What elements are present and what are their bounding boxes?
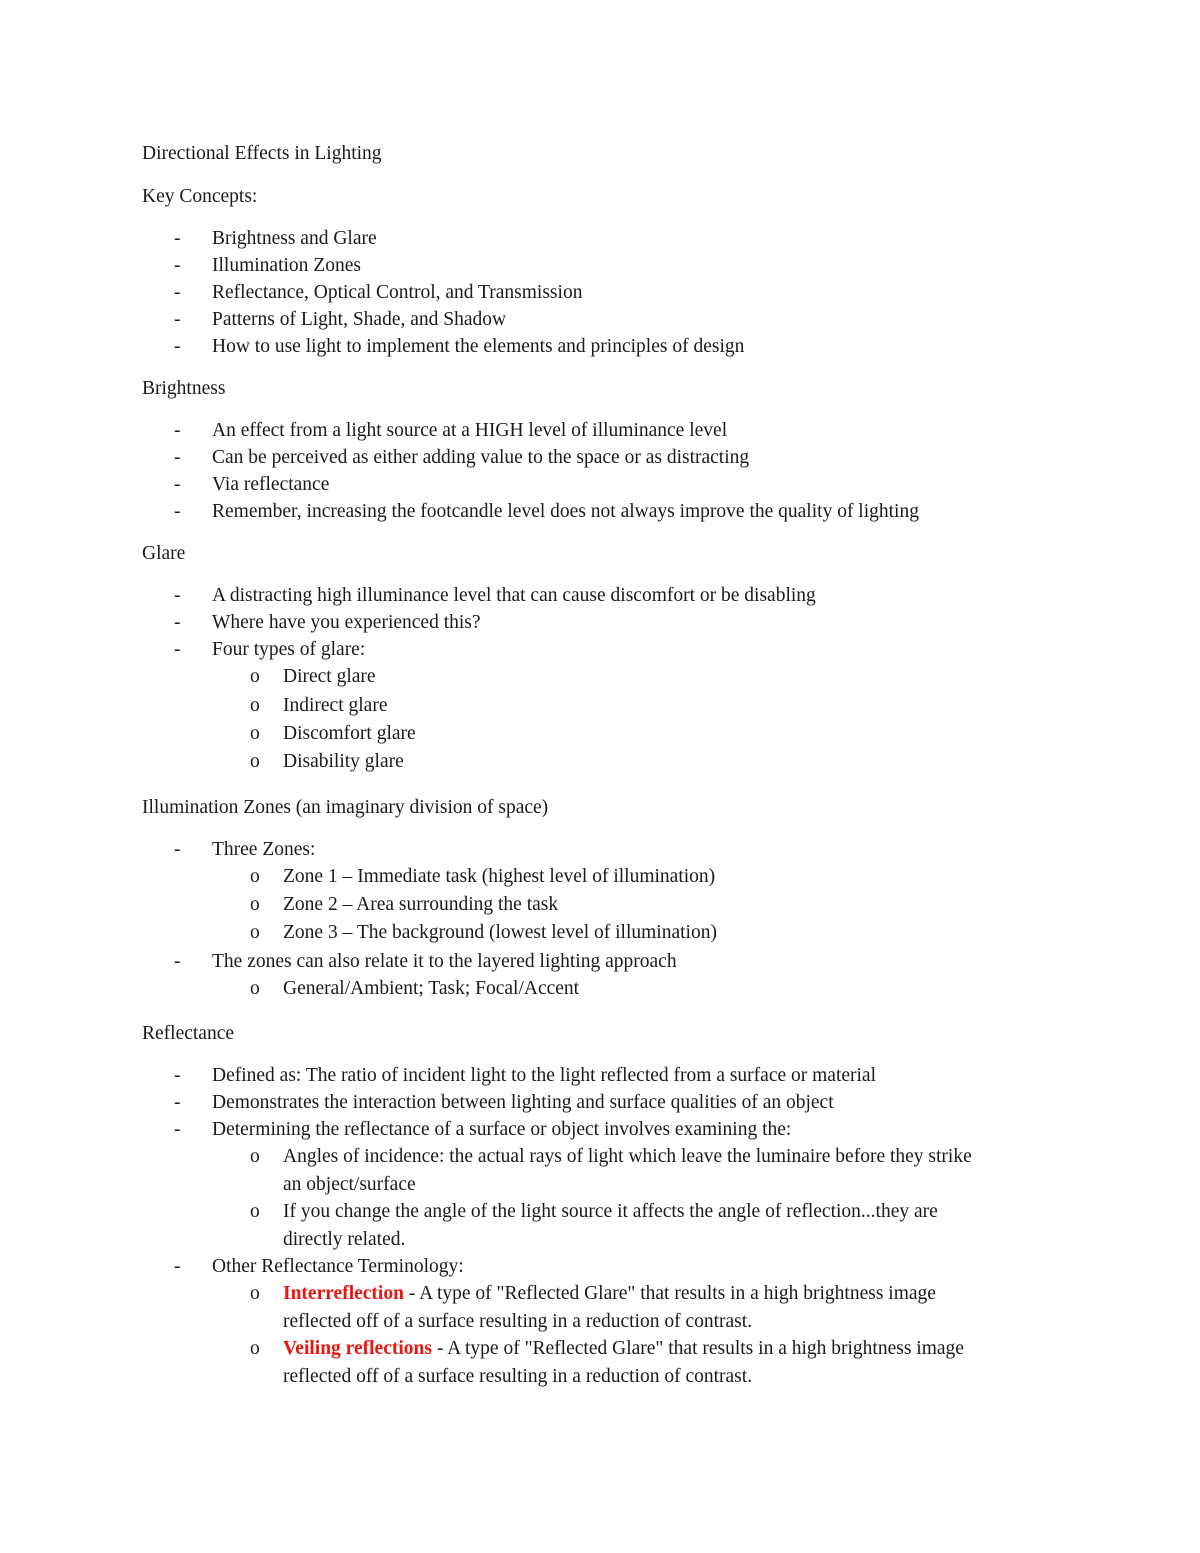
reflectance-heading: Reflectance (142, 1023, 235, 1044)
dash-bullet: - (174, 474, 181, 495)
sub-list-item-continued (0, 1310, 1200, 1336)
sub-list-item-continued (0, 1228, 1200, 1254)
list-item-text: Where have you experienced this? (212, 612, 481, 633)
list-item-text: Via reflectance (212, 474, 330, 495)
sub-list-item-continued (0, 1173, 1200, 1199)
circle-bullet: o (250, 1338, 260, 1359)
sub-list-item-continued (0, 1365, 1200, 1391)
list-item (0, 1118, 1200, 1144)
list-item-text: Four types of glare: (212, 639, 366, 660)
dash-bullet: - (174, 612, 181, 633)
list-item-text: How to use light to implement the elements and principles of design (212, 336, 745, 357)
key-concepts-heading: Key Concepts: (142, 186, 258, 207)
sub-list-item-text (283, 1282, 936, 1306)
dash-bullet: - (174, 282, 181, 303)
sub-list-item (0, 977, 1200, 1003)
brightness-heading: Brightness (142, 378, 226, 399)
list-item (0, 838, 1200, 864)
dash-bullet: - (174, 447, 181, 468)
circle-bullet: o (250, 894, 260, 915)
sub-list-item (0, 750, 1200, 776)
list-item (0, 1255, 1200, 1281)
circle-bullet: o (250, 1146, 260, 1167)
dash-bullet: - (174, 255, 181, 276)
list-item (0, 281, 1200, 307)
veiling-reflections-term: Veiling reflections (283, 1338, 432, 1359)
sub-list-item-text: Indirect glare (283, 695, 388, 716)
sub-list-item-text: Zone 1 – Immediate task (highest level of illumination) (283, 866, 716, 887)
dash-bullet: - (174, 585, 181, 606)
list-item-text: Reflectance, Optical Control, and Transmission (212, 282, 583, 303)
sub-list-item-text (283, 1337, 964, 1361)
dash-bullet: - (174, 309, 181, 330)
zones-heading: Illumination Zones (an imaginary division of space) (142, 797, 549, 818)
list-item-text: An effect from a light source at a HIGH level of illuminance level (212, 420, 728, 441)
sub-list-item (0, 722, 1200, 748)
sub-list-item (0, 665, 1200, 691)
dash-bullet: - (174, 1119, 181, 1140)
circle-bullet: o (250, 922, 260, 943)
list-item (0, 584, 1200, 610)
list-item (0, 254, 1200, 280)
list-item-text: Brightness and Glare (212, 228, 377, 249)
list-item-text: Patterns of Light, Shade, and Shadow (212, 309, 507, 330)
sub-list-item (0, 921, 1200, 947)
circle-bullet: o (250, 978, 260, 999)
list-item (0, 308, 1200, 334)
dash-bullet: - (174, 228, 181, 249)
circle-bullet: o (250, 695, 260, 716)
list-item-text: Can be perceived as either adding value to the space or as distracting (212, 447, 750, 468)
dash-bullet: - (174, 1065, 181, 1086)
list-item (0, 335, 1200, 361)
sub-list-item-text: Angles of incidence: the actual rays of light which leave the luminaire before they strike (283, 1146, 972, 1167)
dash-bullet: - (174, 336, 181, 357)
list-item (0, 638, 1200, 664)
veiling-reflections-definition: - A type of "Reflected Glare" that results in a high brightness image (431, 1338, 964, 1359)
sub-list-item-text: Zone 3 – The background (lowest level of illumination) (283, 922, 717, 943)
dash-bullet: - (174, 1092, 181, 1113)
sub-list-item-text: Direct glare (283, 666, 376, 687)
sub-list-item (0, 1337, 1200, 1363)
glare-heading: Glare (142, 543, 186, 564)
sub-list-item-text: Discomfort glare (283, 723, 416, 744)
list-item (0, 473, 1200, 499)
document-title: Directional Effects in Lighting (142, 143, 382, 164)
list-item (0, 611, 1200, 637)
sub-list-item-text: General/Ambient; Task; Focal/Accent (283, 978, 580, 999)
sub-list-item-text: reflected off of a surface resulting in a reduction of contrast. (283, 1366, 753, 1387)
list-item-text: Determining the reflectance of a surface or object involves examining the: (212, 1119, 792, 1140)
list-item (0, 500, 1200, 526)
list-item-text: Remember, increasing the footcandle level does not always improve the quality of lighting (212, 501, 919, 522)
dash-bullet: - (174, 951, 181, 972)
sub-list-item (0, 893, 1200, 919)
sub-list-item-text: If you change the angle of the light source it affects the angle of reflection...they are (283, 1201, 938, 1222)
list-item-text: Demonstrates the interaction between lighting and surface qualities of an object (212, 1092, 834, 1113)
list-item (0, 950, 1200, 976)
circle-bullet: o (250, 666, 260, 687)
list-item-text: Three Zones: (212, 839, 316, 860)
dash-bullet: - (174, 639, 181, 660)
sub-list-item (0, 694, 1200, 720)
dash-bullet: - (174, 1256, 181, 1277)
list-item (0, 1091, 1200, 1117)
interreflection-definition: - A type of "Reflected Glare" that results in a high brightness image (403, 1283, 936, 1304)
circle-bullet: o (250, 1283, 260, 1304)
list-item (0, 1064, 1200, 1090)
sub-list-item-text: reflected off of a surface resulting in a reduction of contrast. (283, 1311, 753, 1332)
sub-list-item-text: Zone 2 – Area surrounding the task (283, 894, 559, 915)
sub-list-item (0, 865, 1200, 891)
circle-bullet: o (250, 723, 260, 744)
circle-bullet: o (250, 866, 260, 887)
sub-list-item (0, 1145, 1200, 1171)
dash-bullet: - (174, 501, 181, 522)
list-item-text: Illumination Zones (212, 255, 361, 276)
list-item-text: A distracting high illuminance level that can cause discomfort or be disabling (212, 585, 816, 606)
list-item (0, 419, 1200, 445)
sub-list-item (0, 1200, 1200, 1226)
list-item-text: Other Reflectance Terminology: (212, 1256, 464, 1277)
sub-list-item-text: directly related. (283, 1229, 406, 1250)
list-item-text: The zones can also relate it to the layered lighting approach (212, 951, 677, 972)
circle-bullet: o (250, 1201, 260, 1222)
sub-list-item (0, 1282, 1200, 1308)
dash-bullet: - (174, 839, 181, 860)
sub-list-item-text: Disability glare (283, 751, 404, 772)
interreflection-term: Interreflection (283, 1283, 404, 1304)
circle-bullet: o (250, 751, 260, 772)
sub-list-item-text: an object/surface (283, 1174, 416, 1195)
dash-bullet: - (174, 420, 181, 441)
list-item (0, 446, 1200, 472)
list-item-text: Defined as: The ratio of incident light to the light reflected from a surface or material (212, 1065, 877, 1086)
list-item (0, 227, 1200, 253)
